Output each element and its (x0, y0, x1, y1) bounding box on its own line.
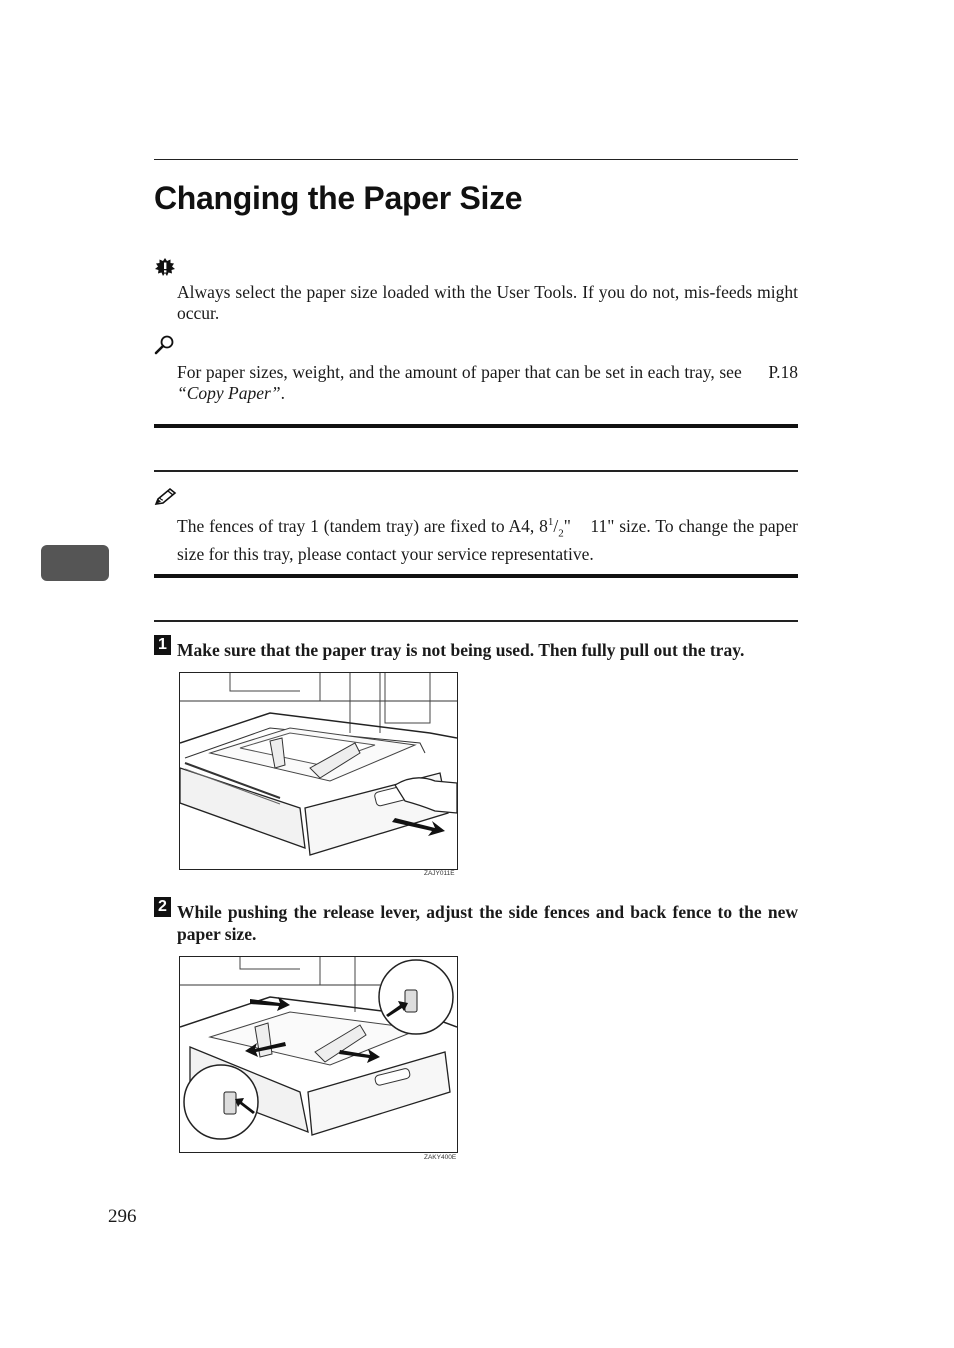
note-sup: 1 (547, 516, 554, 528)
step-2-number: 2 (154, 897, 171, 917)
note-text (177, 512, 803, 565)
section-rule-4 (154, 620, 798, 622)
note-text-after: " 11" size. To change the paper size for this tray, please contact your service representative. (177, 515, 803, 565)
important-icon (154, 257, 176, 282)
pencil-icon (154, 487, 178, 512)
magnifier-icon (154, 334, 176, 361)
important-text: Always select the paper size loaded with the User Tools. If you do not, mis-feeds might occur. (177, 282, 798, 323)
section-rule-thick-3 (154, 574, 798, 578)
page-title: Changing the Paper Size (154, 180, 523, 216)
reference-text-before: For paper sizes, weight, and the amount of paper that can be set in each tray, see (177, 362, 742, 382)
note-text-before: The fences of tray 1 (tandem tray) are fixed to A4, 8 (177, 515, 548, 536)
step-1-illustration (179, 672, 458, 870)
reference-link[interactable]: “Copy Paper” (177, 383, 281, 403)
section-rule-2 (154, 470, 798, 472)
step-1-number: 1 (154, 635, 171, 655)
note-slash: / (553, 515, 559, 536)
header-rule (154, 159, 798, 160)
page-number: 296 (108, 1206, 137, 1227)
reference-page: P.18 (768, 362, 798, 382)
step-1-text: Make sure that the paper tray is not being used. Then fully pull out the tray. (177, 640, 745, 660)
reference-text-after: . (280, 383, 285, 403)
figure-2-code: ZAKY400E (424, 1154, 457, 1161)
note-sub: 2 (558, 527, 564, 540)
figure-1-code: ZAJY011E (424, 870, 455, 877)
step-2-text: While pushing the release lever, adjust the side fences and back fence to the new paper size. (177, 902, 798, 944)
step-2-illustration (179, 956, 458, 1153)
reference-text (177, 362, 798, 404)
chapter-tab (41, 545, 109, 581)
section-rule-thick-1 (154, 424, 798, 428)
